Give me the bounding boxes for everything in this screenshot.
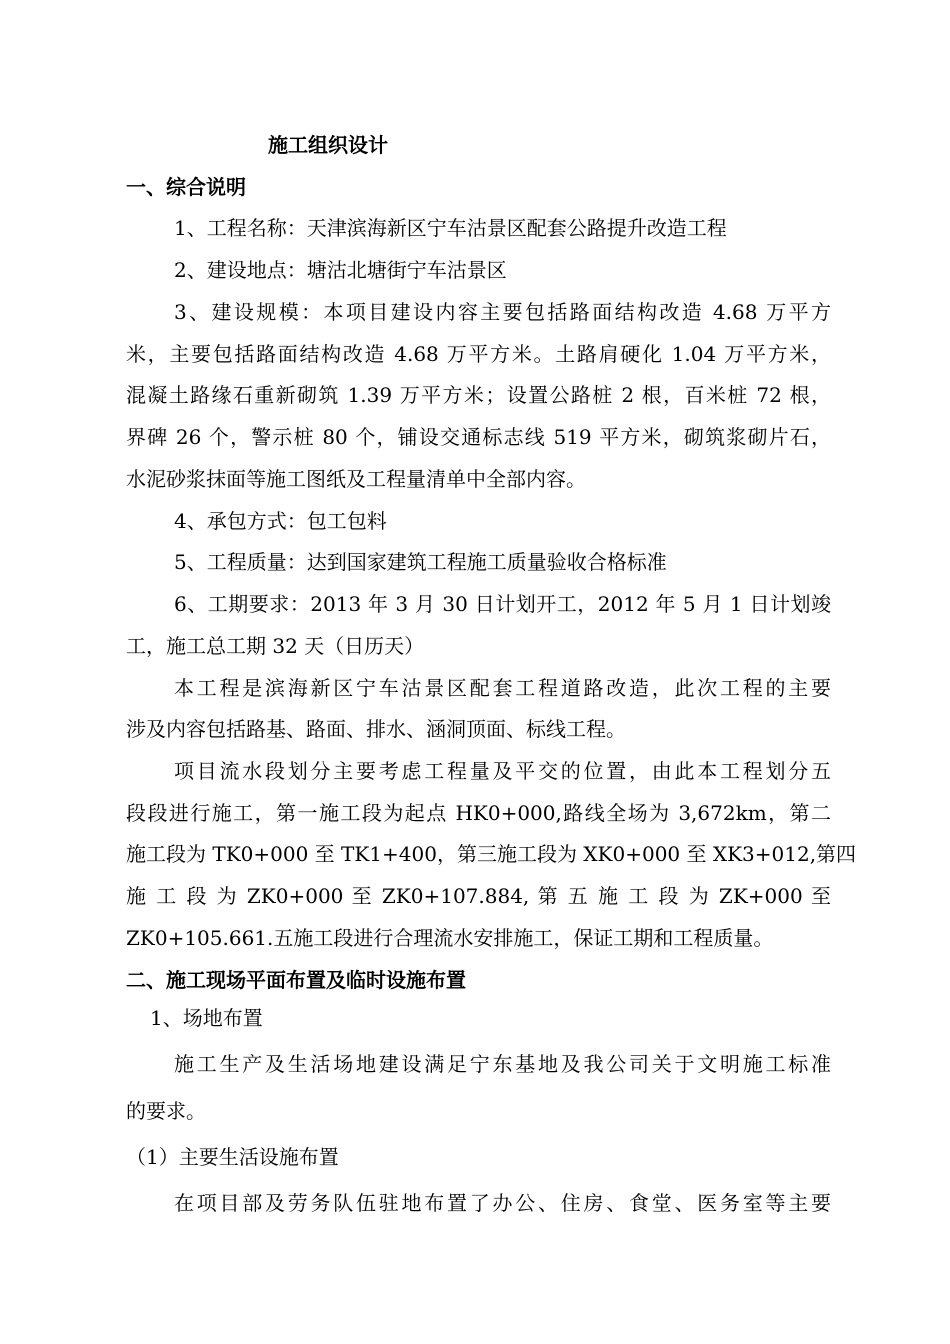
- paragraph-overview-line-1: 本工程是滨海新区宁车沽景区配套工程道路改造，此次工程的主要: [174, 676, 831, 700]
- item-scale-line-3: 混凝土路缘石重新砌筑 1.39 万平方米；设置公路桩 2 根，百米桩 72 根，: [126, 383, 831, 407]
- paragraph-facilities-line-1: 在项目部及劳务队伍驻地布置了办公、住房、食堂、医务室等主要: [174, 1191, 831, 1215]
- item-scale-line-4: 界碑 26 个，警示桩 80 个，铺设交通标志线 519 平方米，砌筑浆砌片石，: [126, 425, 831, 449]
- subsection-living-facilities: （1）主要生活设施布置: [126, 1145, 339, 1169]
- paragraph-sections-line-3: 施工段为 TK0+000 至 TK1+400，第三施工段为 XK0+000 至 XK3+012,第四: [126, 842, 857, 866]
- paragraph-sections-line-2: 段段进行施工，第一施工段为起点 HK0+000,路线全场为 3,672km，第二: [126, 801, 831, 825]
- item-quality: 5、工程质量：达到国家建筑工程施工质量验收合格标准: [174, 550, 667, 574]
- paragraph-sections-line-5: ZK0+105.661.五施工段进行合理流水安排施工，保证工期和工程质量。: [126, 926, 774, 950]
- paragraph-sections-line-4: 施 工 段 为 ZK0+000 至 ZK0+107.884, 第 五 施 工 段 为 ZK+000 至: [126, 884, 831, 908]
- item-location: 2、建设地点：塘沽北塘街宁车沽景区: [174, 258, 507, 282]
- paragraph-site-line-1: 施工生产及生活场地建设满足宁东基地及我公司关于文明施工标准: [174, 1052, 831, 1076]
- item-scale-line-2: 米，主要包括路面结构改造 4.68 万平方米。土路肩硬化 1.04 万平方米，: [126, 342, 831, 366]
- section-2-heading: 二、施工现场平面布置及临时设施布置: [126, 968, 466, 992]
- item-schedule-line-1: 6、工期要求：2013 年 3 月 30 日计划开工，2012 年 5 月 1 日计划竣: [174, 592, 831, 616]
- item-schedule-line-2: 工，施工总工期 32 天（日历天）: [126, 634, 425, 658]
- subsection-site-layout: 1、场地布置: [150, 1006, 263, 1030]
- paragraph-site-line-2: 的要求。: [126, 1099, 206, 1123]
- document-title: 施工组织设计: [268, 133, 388, 157]
- item-scale-line-1: 3、建设规模：本项目建设内容主要包括路面结构改造 4.68 万平方: [174, 300, 831, 324]
- section-1-heading: 一、综合说明: [126, 175, 246, 199]
- item-contract-mode: 4、承包方式：包工包料: [174, 509, 387, 533]
- paragraph-overview-line-2: 涉及内容包括路基、路面、排水、涵洞顶面、标线工程。: [126, 717, 626, 741]
- paragraph-sections-line-1: 项目流水段划分主要考虑工程量及平交的位置，由此本工程划分五: [174, 759, 831, 783]
- item-project-name: 1、工程名称：天津滨海新区宁车沽景区配套公路提升改造工程: [174, 216, 727, 240]
- item-scale-line-5: 水泥砂浆抹面等施工图纸及工程量清单中全部内容。: [126, 467, 586, 491]
